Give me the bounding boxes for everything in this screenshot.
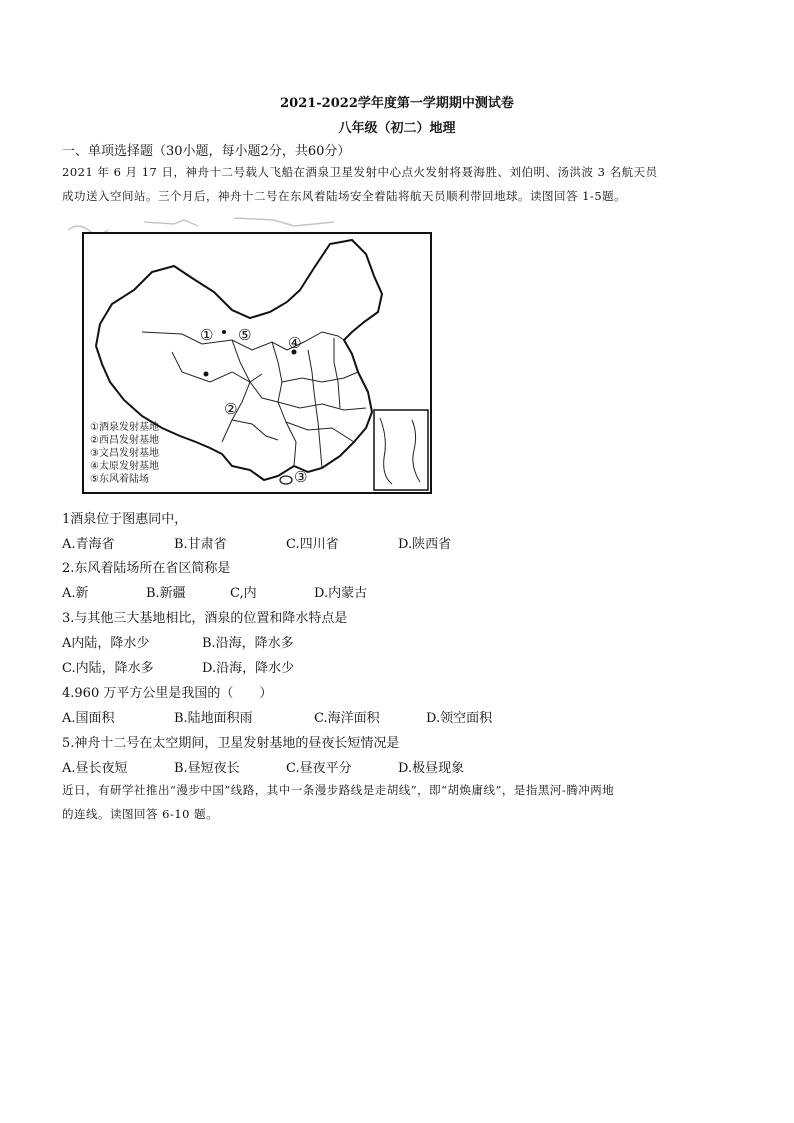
exam-title: 2021-2022学年度第一学期期中测试卷 [280, 96, 514, 111]
marker-wenchang: ③ [294, 468, 308, 486]
option-a[interactable]: A.昼长夜短 [62, 761, 128, 776]
legend-item: ①酒泉发射基地 [90, 422, 159, 433]
section-heading: 一、单项选择题（30小题，每小题2分，共60分） [62, 144, 351, 159]
legend-item: ③文昌发射基地 [90, 448, 159, 459]
south-china-sea-inset [374, 410, 428, 490]
option-c[interactable]: C.昼夜平分 [286, 761, 352, 776]
option-a[interactable]: A.新 [62, 586, 89, 601]
question-4-stem: 4.960 万平方公里是我国的（ ） [62, 686, 273, 701]
map-dot [204, 372, 209, 377]
option-d[interactable]: D.极昼现象 [398, 761, 465, 776]
option-a[interactable]: A.国面积 [62, 711, 115, 726]
option-c[interactable]: C.海洋面积 [314, 711, 380, 726]
intro-line: 的连线。读图回答 6-10 题。 [62, 807, 219, 821]
option-b[interactable]: B.昼短夜长 [174, 761, 240, 776]
legend-item: ②西昌发射基地 [90, 435, 159, 446]
marker-taiyuan: ④ [288, 334, 302, 352]
option-d[interactable]: D.沿海，降水少 [202, 661, 295, 676]
intro-line: 成功送入空间站。三个月后，神舟十二号在东风着陆场安全着陆将航天员顺利带回地球。读图回答 1-5题。 [62, 189, 627, 203]
marker-dongfeng: ⑤ [238, 326, 252, 344]
marker-jiuquan: ① [200, 326, 214, 344]
map-legend [90, 420, 159, 485]
intro-paragraph-2 [62, 778, 734, 826]
intro-paragraph-1 [62, 160, 734, 208]
question-3-stem: 3.与其他三大基地相比，酒泉的位置和降水特点是 [62, 611, 348, 626]
option-b[interactable]: B.新疆 [146, 586, 186, 601]
intro-line: 近日，有研学社推出“漫步中国”线路，其中一条漫步路线是走胡线”，即“胡焕庸线”，是指黑河-腾冲两地 [62, 783, 615, 797]
option-d[interactable]: D.内蒙古 [314, 586, 368, 601]
option-a[interactable]: A内陆，降水少 [62, 636, 150, 651]
option-d[interactable]: D.领空面积 [426, 711, 493, 726]
question-1-stem: 1酒泉位于图惠同中， [62, 512, 188, 527]
question-5-stem: 5.神舟十二号在太空期间，卫星发射基地的昼夜长短情况是 [62, 736, 400, 751]
china-map-figure [82, 232, 432, 494]
option-b[interactable]: B.沿海，降水多 [202, 636, 294, 651]
option-d[interactable]: D.陕西省 [398, 537, 452, 552]
option-c[interactable]: C.四川省 [286, 537, 339, 552]
option-c[interactable]: C.内陆，降水多 [62, 661, 154, 676]
map-dot [222, 330, 226, 334]
marker-xichang: ② [224, 400, 238, 418]
option-a[interactable]: A.青海省 [62, 537, 115, 552]
legend-item: ⑤东风着陆场 [90, 474, 149, 485]
exam-subtitle: 八年级（初二）地理 [338, 121, 456, 136]
question-2-stem: 2.东风着陆场所在省区简称是 [62, 561, 231, 576]
option-c[interactable]: C,内 [230, 586, 257, 601]
intro-line: 2021 年 6 月 17 日，神舟十二号载人飞船在酒泉卫星发射中心点火发射将聂海胜、刘伯明、汤洪波 3 名航天员 [62, 165, 658, 179]
option-b[interactable]: B.甘肃省 [174, 537, 227, 552]
option-b[interactable]: B.陆地面积雨 [174, 711, 253, 726]
legend-item: ④太原发射基地 [90, 461, 159, 472]
